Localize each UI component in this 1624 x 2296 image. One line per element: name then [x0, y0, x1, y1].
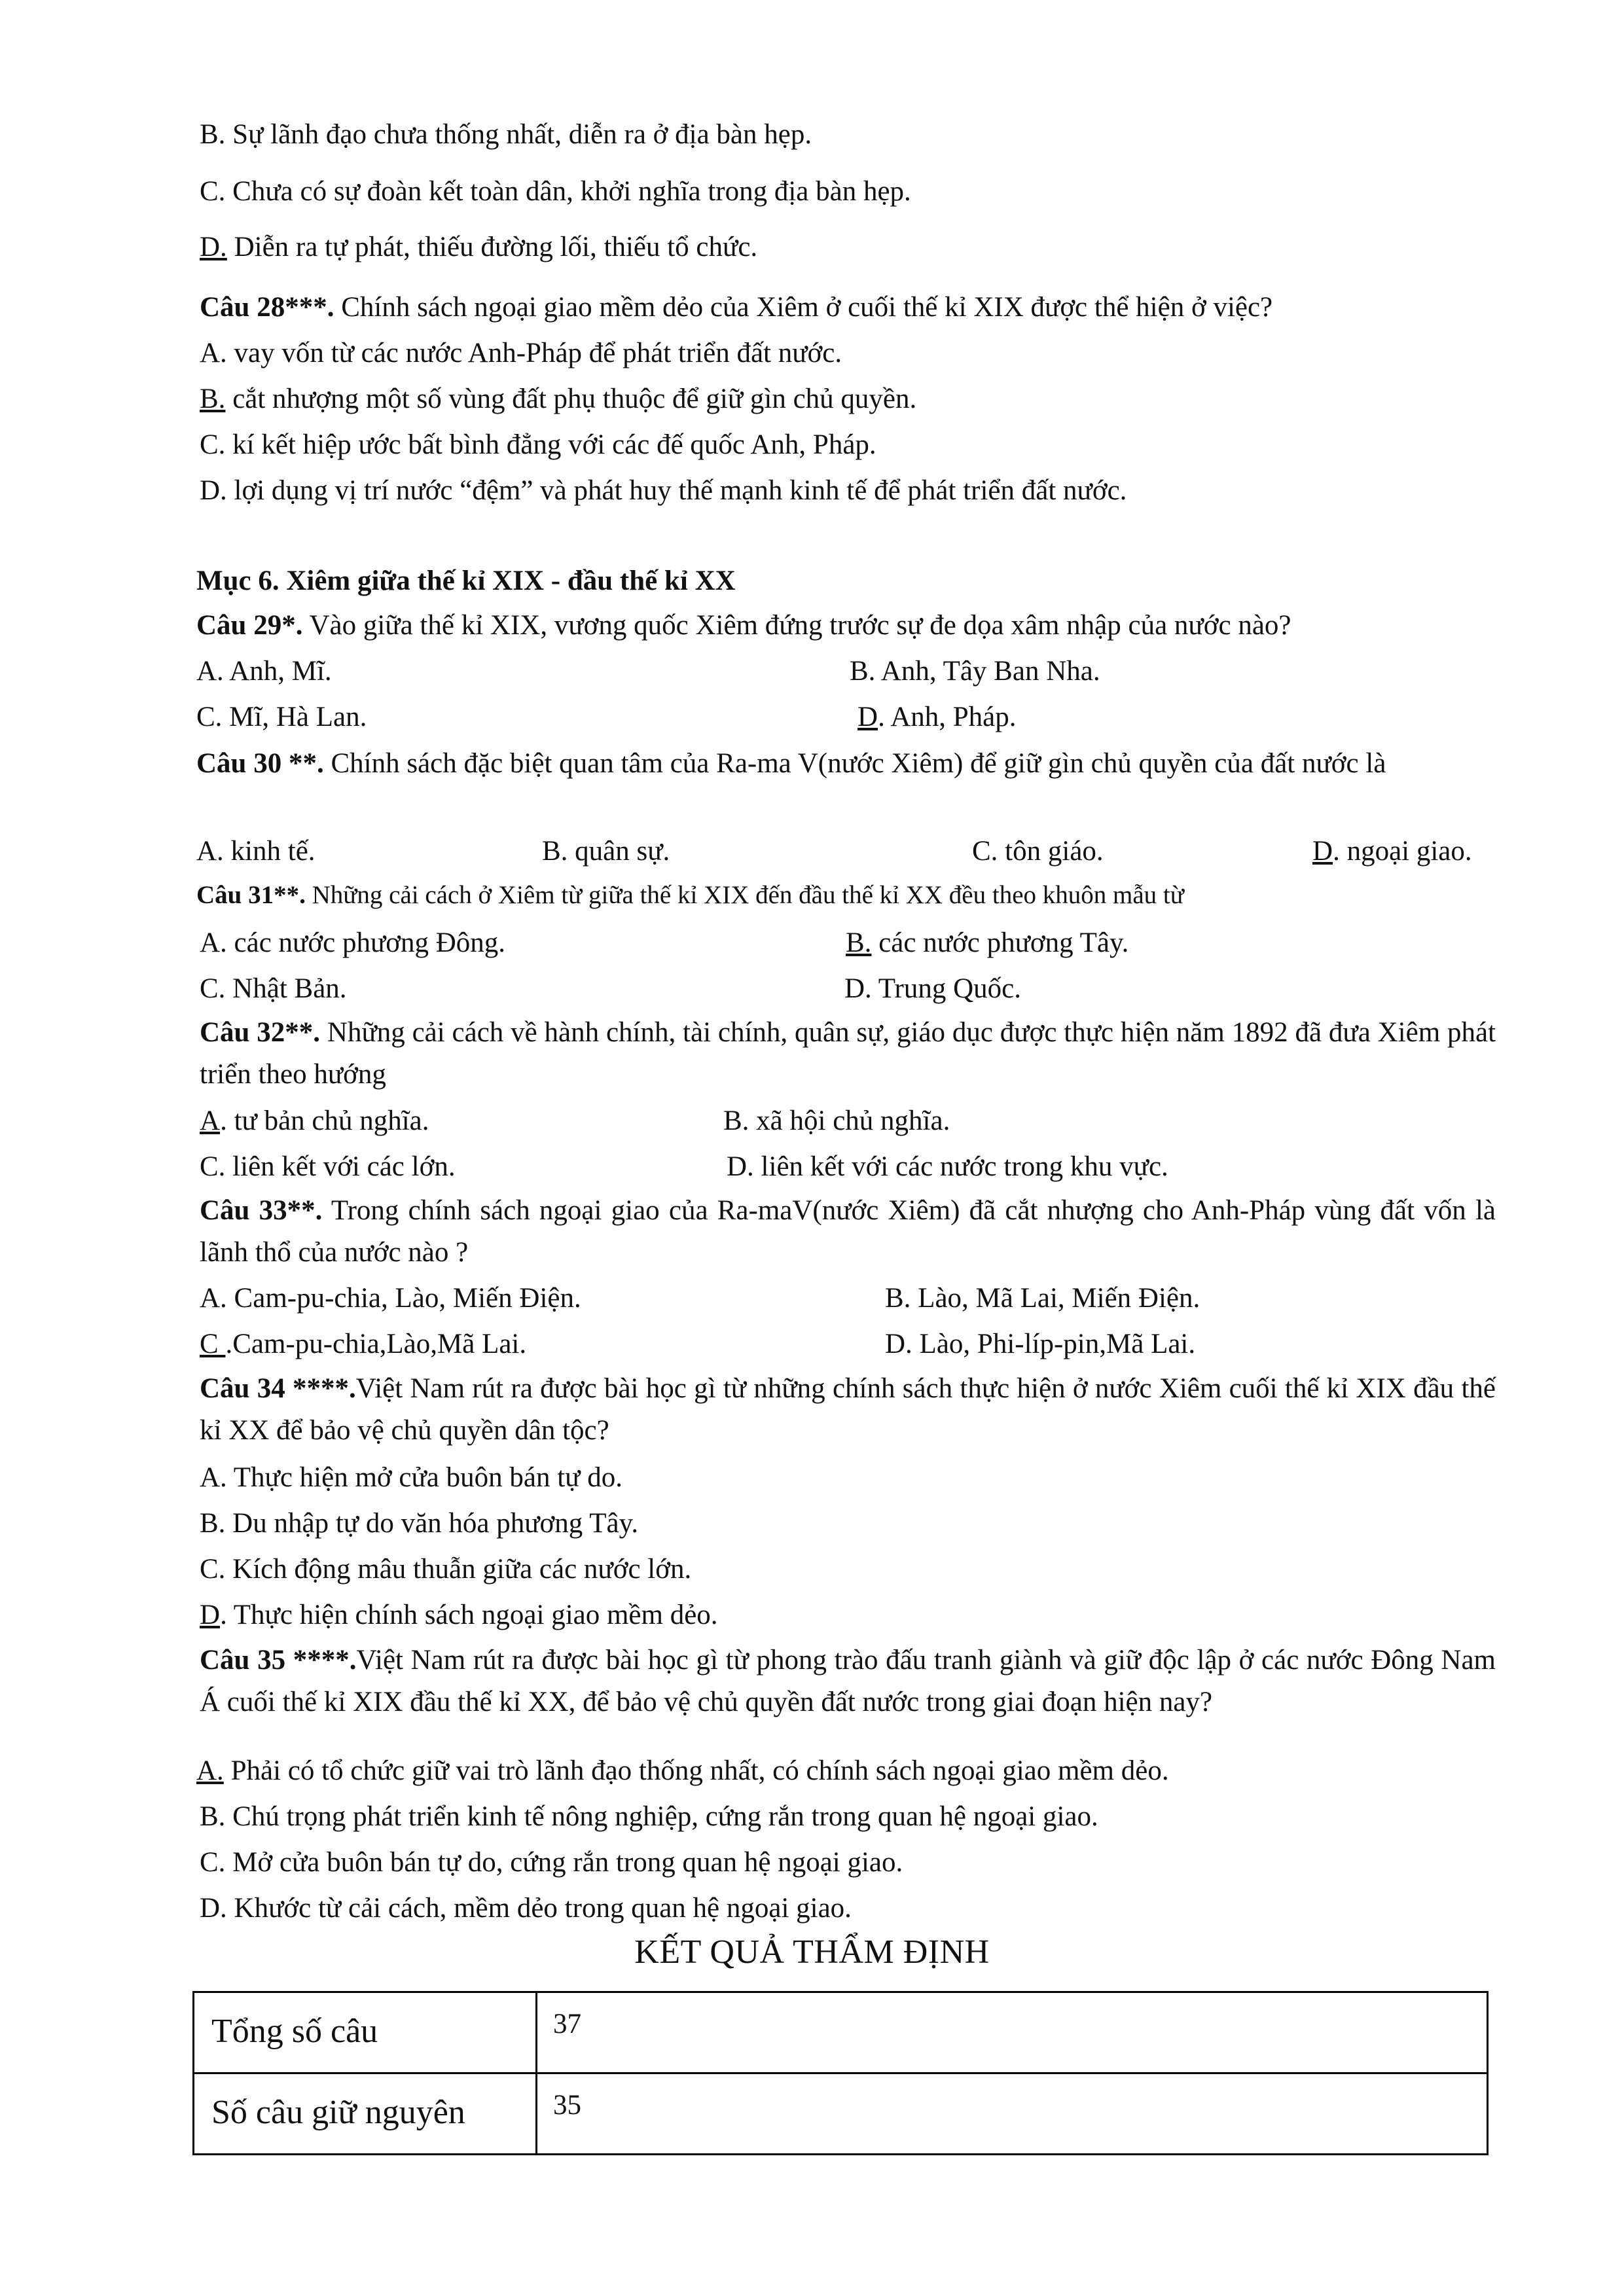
q31-option-b — [846, 926, 1128, 960]
q34-stem — [200, 1368, 1496, 1452]
q28-text: Chính sách ngoại giao mềm dẻo của Xiêm ở cuối thế kỉ XIX được thể hiện ở việc? — [334, 292, 1273, 323]
q35-option-d: D. Khước từ cải cách, mềm dẻo trong quan hệ ngoại giao. — [200, 1893, 852, 1924]
q28-option-d: D. lợi dụng vị trí nước “đệm” và phát huy thế mạnh kinh tế để phát triển đất nước. — [200, 475, 1127, 506]
q31-option-c: C. Nhật Bản. — [200, 973, 347, 1004]
q33-option-c — [200, 1327, 526, 1361]
q32-option-b: B. xã hội chủ nghĩa. — [723, 1105, 950, 1136]
q27-option-b: B. Sự lãnh đạo chưa thống nhất, diễn ra ở địa bàn hẹp. — [200, 119, 812, 150]
q31-text: Những cải cách ở Xiêm từ giữa thế kỉ XIX đến đầu thế kỉ XX đều theo khuôn mẫu từ — [305, 881, 1184, 909]
q35-option-c: C. Mở cửa buôn bán tự do, cứng rắn trong quan hệ ngoại giao. — [200, 1847, 903, 1878]
q32-label: Câu 32**. — [200, 1017, 321, 1048]
q31-option-a: A. các nước phương Đông. — [200, 927, 506, 958]
section-heading: Mục 6. Xiêm giữa thế kỉ XIX - đầu thế kỉ XX — [196, 565, 736, 596]
q28-answer-marker: B. — [200, 384, 226, 414]
table-row — [194, 2073, 1488, 2155]
q33-label: Câu 33**. — [200, 1195, 323, 1226]
q30-text: Chính sách đặc biệt quan tâm của Ra-ma V(nước Xiêm) để giữ gìn chủ quyền của đất nước là — [323, 748, 1386, 779]
q29-stem — [196, 609, 1291, 643]
result-value-total: 37 — [537, 1992, 1488, 2073]
q27-option-d-text: Diễn ra tự phát, thiếu đường lối, thiếu tổ chức. — [226, 232, 758, 262]
q33-text: Trong chính sách ngoại giao của Ra-maV(nước Xiêm) đã cắt nhượng cho Anh-Pháp vùng đất vốn là lãnh thổ của nước nào ? — [200, 1195, 1496, 1268]
result-value-kept: 35 — [537, 2073, 1488, 2155]
q30-option-b: B. quân sự. — [542, 836, 670, 867]
q28-option-b — [200, 382, 916, 416]
q35-option-a-text: Phải có tổ chức giữ vai trò lãnh đạo thống nhất, có chính sách ngoại giao mềm dẻo. — [223, 1755, 1169, 1786]
result-label-kept: Số câu giữ nguyên — [194, 2073, 537, 2155]
q30-option-d — [1312, 834, 1472, 869]
q28-stem — [200, 291, 1272, 325]
q35-stem — [200, 1640, 1496, 1723]
q35-text: Việt Nam rút ra được bài học gì từ phong trào đấu tranh giành và giữ độc lập ở các nước Đông Nam Á cuối thế kỉ XIX đầu thế kỉ XX, để bảo vệ chủ quyền đất nước trong giai đoạn hiện nay? — [200, 1645, 1496, 1717]
q32-option-d: D. liên kết với các nước trong khu vực. — [727, 1151, 1168, 1182]
q32-option-a-text: . tư bản chủ nghĩa. — [220, 1105, 429, 1136]
table-row — [194, 1992, 1488, 2073]
q33-option-b: B. Lào, Mã Lai, Miến Điện. — [885, 1283, 1200, 1314]
q34-label: Câu 34 ****. — [200, 1373, 356, 1404]
q30-option-c: C. tôn giáo. — [972, 836, 1104, 867]
q29-option-b: B. Anh, Tây Ban Nha. — [850, 656, 1100, 687]
q33-option-d: D. Lào, Phi-líp-pin,Mã Lai. — [885, 1329, 1196, 1359]
q28-option-c: C. kí kết hiệp ước bất bình đẳng với các đế quốc Anh, Pháp. — [200, 429, 876, 460]
q30-answer-marker: D — [1312, 836, 1333, 867]
q32-answer-marker: A — [200, 1105, 221, 1136]
result-label-total: Tổng số câu — [194, 1992, 537, 2073]
q32-text: Những cải cách về hành chính, tài chính, quân sự, giáo dục được thực hiện năm 1892 đã đưa Xiêm phát triển theo hướng — [200, 1017, 1496, 1090]
q27-option-c: C. Chưa có sự đoàn kết toàn dân, khởi nghĩa trong địa bàn hẹp. — [200, 176, 911, 207]
q33-option-a: A. Cam-pu-chia, Lào, Miến Điện. — [200, 1283, 581, 1314]
q34-option-c: C. Kích động mâu thuẫn giữa các nước lớn. — [200, 1554, 692, 1585]
q27-answer-marker: D. — [200, 232, 227, 262]
q27-option-d — [200, 230, 757, 264]
q28-label: Câu 28***. — [200, 292, 334, 323]
q33-option-c-text: .Cam-pu-chia,Lào,Mã Lai. — [225, 1329, 527, 1359]
q29-option-c: C. Mĩ, Hà Lan. — [196, 702, 367, 732]
result-title: KẾT QUẢ THẨM ĐỊNH — [634, 1933, 990, 1971]
q34-option-b: B. Du nhập tự do văn hóa phương Tây. — [200, 1508, 639, 1539]
q33-stem — [200, 1190, 1496, 1274]
q32-option-c: C. liên kết với các lớn. — [200, 1151, 456, 1182]
q34-option-d — [200, 1598, 718, 1632]
q30-label: Câu 30 **. — [196, 748, 324, 779]
q29-option-a: A. Anh, Mĩ. — [196, 656, 332, 687]
result-table — [192, 1991, 1489, 2155]
q32-stem — [200, 1012, 1496, 1096]
q29-answer-marker: D — [857, 702, 878, 732]
q31-answer-marker: B. — [846, 927, 872, 958]
q34-text: Việt Nam rút ra được bài học gì từ những chính sách thực hiện ở nước Xiêm cuối thế kỉ XIX đầu thế kỉ XX để bảo vệ chủ quyền dân tộc? — [200, 1373, 1496, 1446]
q35-answer-marker: A. — [196, 1755, 224, 1786]
q31-option-b-text: các nước phương Tây. — [871, 927, 1129, 958]
q34-option-a: A. Thực hiện mở cửa buôn bán tự do. — [200, 1462, 623, 1493]
q31-stem — [196, 880, 1184, 911]
q28-option-a: A. vay vốn từ các nước Anh-Pháp để phát triển đất nước. — [200, 338, 842, 368]
q30-option-a: A. kinh tế. — [196, 836, 316, 867]
q35-option-a — [196, 1754, 1169, 1788]
q30-option-d-text: . ngoại giao. — [1333, 836, 1472, 867]
q29-option-d-text: . Anh, Pháp. — [878, 702, 1017, 732]
q29-text: Vào giữa thế kỉ XIX, vương quốc Xiêm đứng trước sự đe dọa xâm nhập của nước nào? — [302, 610, 1291, 641]
q29-label: Câu 29*. — [196, 610, 303, 641]
q34-answer-marker: D — [200, 1600, 221, 1630]
q32-option-a — [200, 1104, 429, 1138]
q29-option-d — [857, 700, 1017, 734]
q31-label: Câu 31**. — [196, 881, 306, 909]
q35-option-b: B. Chú trọng phát triển kinh tế nông nghiệp, cứng rắn trong quan hệ ngoại giao. — [200, 1801, 1098, 1832]
q35-label: Câu 35 ****. — [200, 1645, 357, 1676]
q33-answer-marker: C — [200, 1329, 226, 1359]
q28-option-b-text: cắt nhượng một số vùng đất phụ thuộc để giữ gìn chủ quyền. — [225, 384, 917, 414]
q31-option-d: D. Trung Quốc. — [844, 973, 1021, 1004]
q34-option-d-text: . Thực hiện chính sách ngoại giao mềm dẻo. — [220, 1600, 718, 1630]
q30-stem — [196, 743, 1496, 785]
